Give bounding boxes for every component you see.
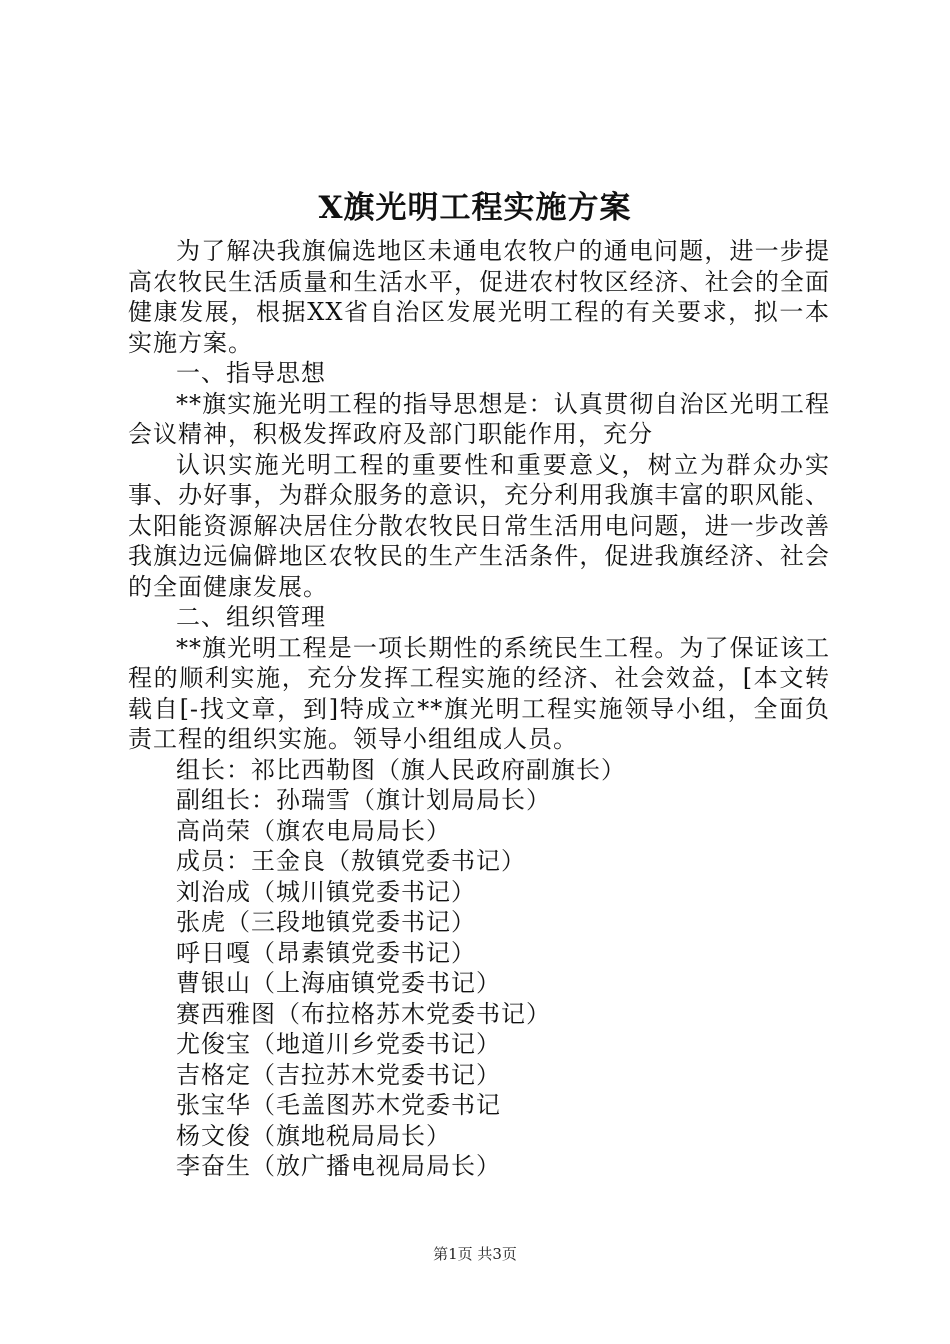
list-item: 高尚荣（旗农电局局长）	[176, 816, 451, 845]
list-item: 曹银山（上海庙镇党委书记）	[176, 969, 501, 997]
list-item: 赛西雅图（布拉格苏木党委书记）	[176, 999, 551, 1028]
guiding-ideology-paragraph-continued: 认识实施光明工程的重要性和重要意义，树立为群众办实事、办好事，为群众服务的意识，充分利用我旗丰富的职风能、太阳能资源解决居住分散农牧民日常生活用电问题，进一步改善我旗边远偏僻地区农牧民的生产生活条件，促进我旗经济、社会的全面健康发展。	[128, 450, 830, 601]
list-item: 吉格定（吉拉苏木党委书记）	[176, 1060, 501, 1089]
section-heading-organization: 二、组织管理	[176, 603, 326, 631]
list-item: 副组长：孙瑞雪（旗计划局局长）	[176, 786, 551, 814]
organization-paragraph: **旗光明工程是一项长期性的系统民生工程。为了保证该工程的顺利实施，充分发挥工程实施的经济、社会效益，[本文转载自[-找文章，到]特成立**旗光明工程实施领导小组，全面负责工程的组织实施。领导小组组成人员。	[128, 633, 830, 753]
document-title: X旗光明工程实施方案	[318, 190, 632, 226]
leadership-member-list	[128, 755, 830, 1182]
list-item: 李奋生（放广播电视局局长）	[176, 1152, 501, 1180]
document-body	[128, 236, 830, 1182]
list-item: 刘治成（城川镇党委书记）	[176, 877, 476, 906]
list-item: 尤俊宝（地道川乡党委书记）	[176, 1030, 501, 1058]
intro-paragraph: 为了解决我旗偏选地区未通电农牧户的通电问题，进一步提高农牧民生活质量和生活水平，促进农村牧区经济、社会的全面健康发展，根据XX省自治区发展光明工程的有关要求，拟一本实施方案。	[128, 237, 830, 357]
list-item: 张宝华（毛盖图苏木党委书记	[176, 1091, 501, 1119]
list-item: 张虎（三段地镇党委书记）	[176, 908, 476, 936]
list-item: 呼日嘎（昂素镇党委书记）	[176, 938, 476, 967]
list-item: 组长：祁比西勒图（旗人民政府副旗长）	[176, 755, 626, 784]
section-heading-guiding-ideology: 一、指导思想	[176, 359, 326, 387]
page-number-footer: 第1页 共3页	[433, 1245, 517, 1263]
list-item: 成员：王金良（敖镇党委书记）	[176, 847, 526, 875]
guiding-ideology-paragraph: **旗实施光明工程的指导思想是：认真贯彻自治区光明工程会议精神，积极发挥政府及部门职能作用，充分	[128, 389, 830, 448]
list-item: 杨文俊（旗地税局局长）	[176, 1121, 451, 1150]
